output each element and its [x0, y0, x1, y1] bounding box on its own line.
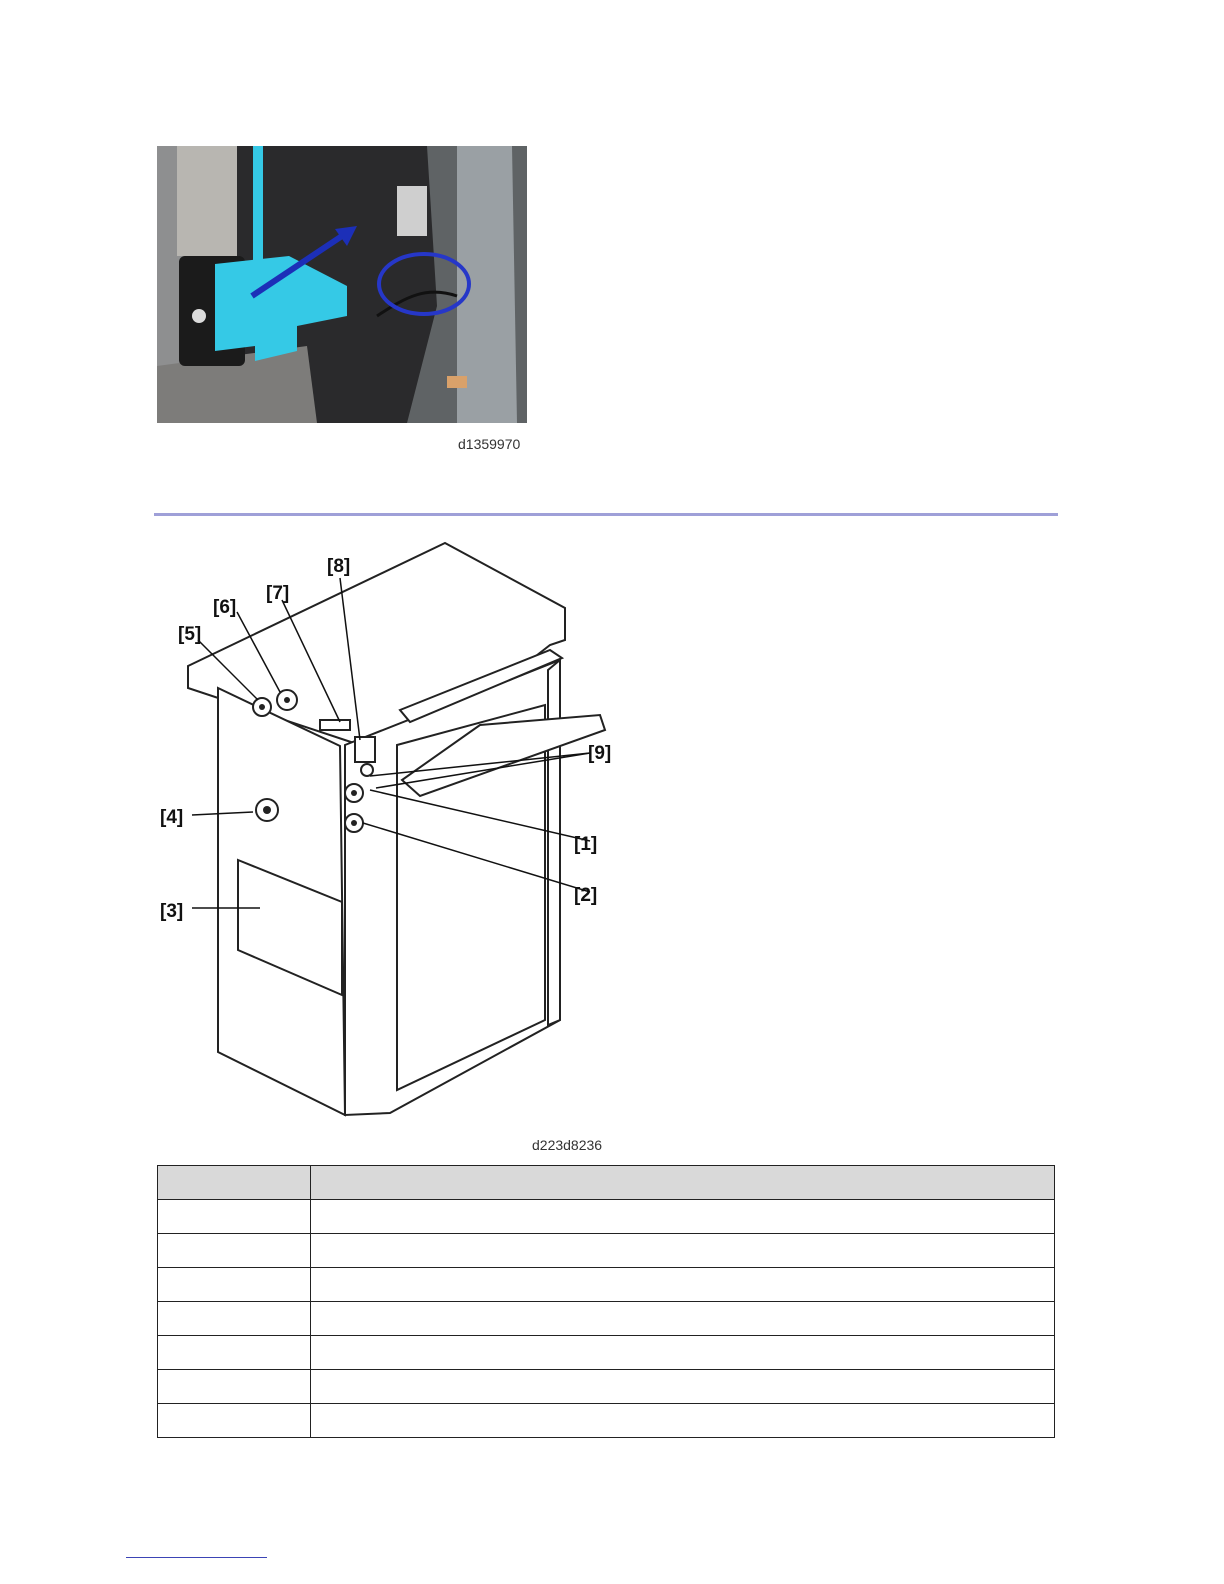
table-cell [311, 1302, 1055, 1336]
table-cell [158, 1234, 311, 1268]
table-row [158, 1404, 1055, 1438]
header-cell-description [311, 1166, 1055, 1200]
table-cell [158, 1268, 311, 1302]
diagram-caption: d223d8236 [532, 1137, 603, 1153]
footer-link-underline [126, 1557, 267, 1558]
table-cell [311, 1404, 1055, 1438]
table-cell [158, 1336, 311, 1370]
photo-caption: d1359970 [458, 436, 521, 452]
callout-4: [4] [160, 807, 184, 828]
callout-2: [2] [574, 885, 598, 906]
callout-7: [7] [266, 583, 290, 604]
installation-photo [157, 146, 527, 423]
parts-diagram [150, 540, 630, 1120]
table-row [158, 1268, 1055, 1302]
callout-1: [1] [574, 834, 598, 855]
header-cell-no [158, 1166, 311, 1200]
table-cell [158, 1404, 311, 1438]
table-cell [311, 1370, 1055, 1404]
table-row [158, 1200, 1055, 1234]
table-header-row [158, 1166, 1055, 1200]
table-cell [311, 1336, 1055, 1370]
table-cell [158, 1200, 311, 1234]
callout-3: [3] [160, 901, 184, 922]
table-cell [158, 1370, 311, 1404]
table-cell [311, 1268, 1055, 1302]
table-row [158, 1370, 1055, 1404]
parts-table [157, 1165, 1055, 1438]
callout-6: [6] [213, 597, 237, 618]
table-row [158, 1336, 1055, 1370]
table-cell [311, 1234, 1055, 1268]
table-cell [158, 1302, 311, 1336]
table-row [158, 1234, 1055, 1268]
callout-5: [5] [178, 624, 202, 645]
section-divider [154, 513, 1058, 516]
table-row [158, 1302, 1055, 1336]
table-cell [311, 1200, 1055, 1234]
callout-8: [8] [327, 556, 351, 577]
callout-9: [9] [588, 743, 612, 764]
